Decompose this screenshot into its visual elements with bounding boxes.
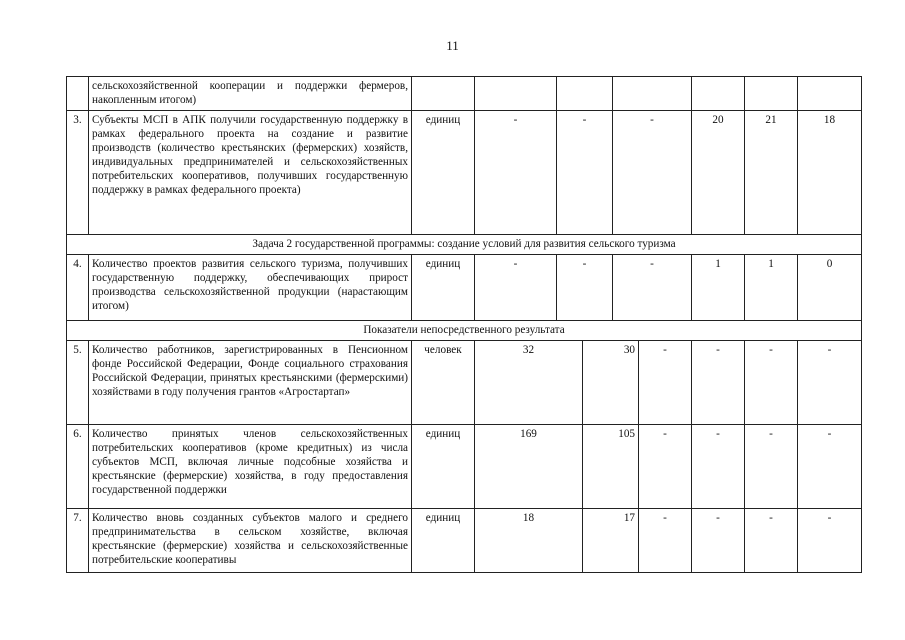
value-cell: 1 xyxy=(745,255,798,321)
indicator-description: Количество принятых членов сельскохозяйственных потребительских кооперативов (кроме кредитных) из числа субъектов МСП, включая личные подсобные хозяйства и крестьянские (фермерские) хозяйства, в году предоставления государственной поддержки xyxy=(89,425,412,509)
value-cell: 105 xyxy=(583,425,639,509)
table-row xyxy=(67,509,862,573)
value-cell: - xyxy=(639,341,692,425)
value-cell: 18 xyxy=(475,509,583,573)
value-cell: - xyxy=(798,425,862,509)
value-cell: - xyxy=(613,111,692,235)
value-cell: - xyxy=(745,425,798,509)
value-cell: 21 xyxy=(745,111,798,235)
value-cell: 18 xyxy=(798,111,862,235)
indicator-description: сельскохозяйственной кооперации и поддержки фермеров, накопленным итогом) xyxy=(89,77,412,111)
row-number: 7. xyxy=(67,509,89,573)
row-number: 6. xyxy=(67,425,89,509)
value-cell: 1 xyxy=(692,255,745,321)
value-cell: 169 xyxy=(475,425,583,509)
value-cell: - xyxy=(798,509,862,573)
section-heading: Задача 2 государственной программы: создание условий для развития сельского туризма xyxy=(67,235,862,255)
unit-cell: единиц xyxy=(412,111,475,235)
value-cell: 17 xyxy=(583,509,639,573)
value-cell: - xyxy=(745,509,798,573)
value-cell: - xyxy=(639,509,692,573)
value-cell: - xyxy=(557,255,613,321)
value-cell: - xyxy=(475,255,557,321)
row-number xyxy=(67,77,89,111)
indicator-description: Количество вновь созданных субъектов малого и среднего предпринимательства в сельском хозяйстве, включая крестьянские (фермерские) хозяйства и сельскохозяйственные потребительские кооперативы xyxy=(89,509,412,573)
value-cell: 0 xyxy=(798,255,862,321)
value-cell: - xyxy=(692,509,745,573)
value-cell: - xyxy=(692,341,745,425)
unit-cell: единиц xyxy=(412,509,475,573)
table-row xyxy=(67,77,862,111)
value-cell: 20 xyxy=(692,111,745,235)
value-cell: - xyxy=(613,255,692,321)
section-row xyxy=(67,235,862,255)
section-row xyxy=(67,321,862,341)
indicator-description: Субъекты МСП в АПК получили государственную поддержку в рамках федерального проекта на создание и развитие производств (количество крестьянских (фермерских) хозяйств, индивидуальных предпринимателей и сельскохозяйственных потребительских кооперативов, получивших государственную поддержку в рамках федерального проекта) xyxy=(89,111,412,235)
table-row xyxy=(67,425,862,509)
value-cell: 30 xyxy=(583,341,639,425)
table-row xyxy=(67,341,862,425)
unit-cell: единиц xyxy=(412,425,475,509)
value-cell: - xyxy=(798,341,862,425)
row-number: 5. xyxy=(67,341,89,425)
indicator-description: Количество работников, зарегистрированных в Пенсионном фонде Российской Федерации, Фонде социального страхования Российской Федерации, принятых крестьянскими (фермерскими) хозяйствами в году получения грантов «Агростартап» xyxy=(89,341,412,425)
unit-cell: единиц xyxy=(412,255,475,321)
value-cell: - xyxy=(475,111,557,235)
section-heading: Показатели непосредственного результата xyxy=(67,321,862,341)
indicator-description: Количество проектов развития сельского туризма, получивших государственную поддержку, обеспечивающих прирост производства сельскохозяйственной продукции (нарастающим итогом) xyxy=(89,255,412,321)
value-cell: 32 xyxy=(475,341,583,425)
value-cell: - xyxy=(745,341,798,425)
value-cell: - xyxy=(639,425,692,509)
page-number: 11 xyxy=(446,38,459,53)
table-row xyxy=(67,255,862,321)
value-cell: - xyxy=(692,425,745,509)
table-row xyxy=(67,111,862,235)
row-number: 3. xyxy=(67,111,89,235)
indicators-table xyxy=(66,76,862,573)
row-number: 4. xyxy=(67,255,89,321)
value-cell: - xyxy=(557,111,613,235)
unit-cell: человек xyxy=(412,341,475,425)
